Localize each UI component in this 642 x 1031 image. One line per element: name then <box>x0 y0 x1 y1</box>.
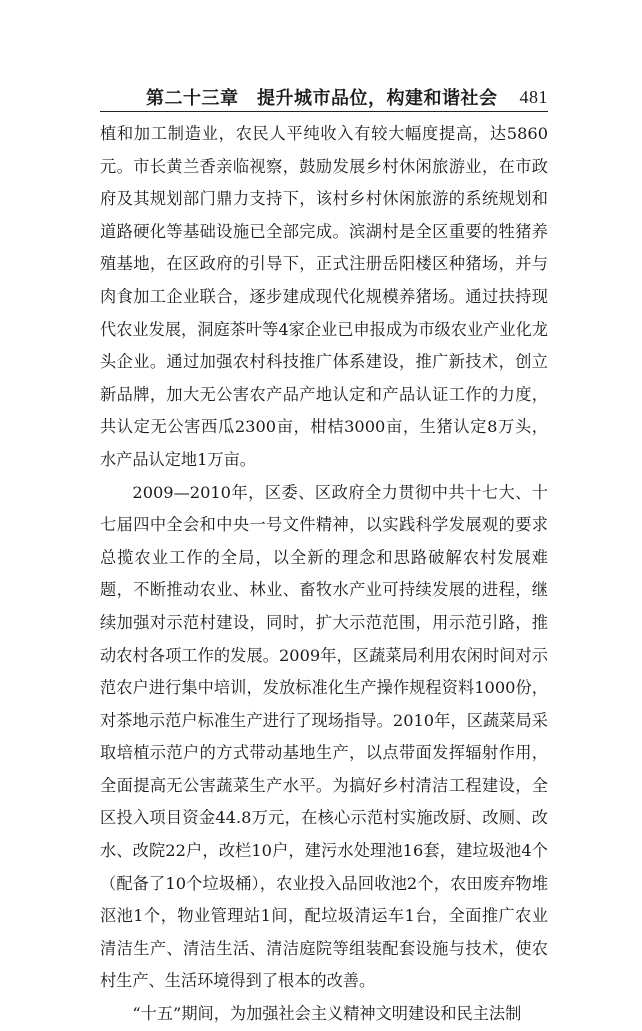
header-rule <box>100 111 548 112</box>
chapter-title: 第二十三章 提升城市品位，构建和谐社会 <box>146 88 498 109</box>
paragraph: “十五”期间，为加强社会主义精神文明建设和民主法制 <box>132 1004 522 1024</box>
page-number: 481 <box>519 86 548 107</box>
running-header <box>100 84 548 110</box>
body-text <box>100 118 548 1031</box>
paragraph-continuation: 植和加工制造业，农民人平纯收入有较大幅度提高，达5860元。市长黄兰香亲临视察，鼓励发展乡村休闲旅游业，在市政府及其规划部门鼎力支持下，该村乡村休闲旅游的系统规划和道路硬化等基础设施已全部完成。滨湖村是全区重要的牲猪养殖基地，在区政府的引导下，正式注册岳阳楼区种猪场，并与肉食加工企业联合，逐步建成现代化规模养猪场。通过扶持现代农业发展，洞庭茶叶等4家企业已申报成为市级农业产业化龙头企业。通过加强农村科技推广体系建设，推广新技术，创立新品牌，加大无公害农产品产地认定和产品认证工作的力度，共认定无公害西瓜2300亩，柑桔3000亩，生猪认定8万头，水产品认定地1万亩。 <box>100 124 548 469</box>
paragraph: 2009—2010年，区委、区政府全力贯彻中共十七大、十七届四中全会和中央一号文件精神，以实践科学发展观的要求总揽农业工作的全局，以全新的理念和思路破解农村发展难题，不断推动农业、林业、畜牧水产业可持续发展的进程，继续加强对示范村建设，同时，扩大示范范围，用示范引路，推动农村各项工作的发展。2009年，区蔬菜局利用农闲时间对示范农户进行集中培训，发放标准化生产操作规程资料1000份，对茶地示范户标准生产进行了现场指导。2010年，区蔬菜局采取培植示范户的方式带动基地生产，以点带面发挥辐射作用，全面提高无公害蔬菜生产水平。为搞好乡村清洁工程建设，全区投入项目资金44.8万元，在核心示范村实施改厨、改厕、改水、改院22户，改栏10户，建污水处理池16套，建垃圾池4个（配备了10个垃圾桶），农业投入品回收池2个，农田废弃物堆沤池1个，物业管理站1间，配垃圾清运车1台，全面推广农业清洁生产、清洁生活、清洁庭院等组装配套设施与技术，使农村生产、生活环境得到了根本的改善。 <box>100 482 548 991</box>
